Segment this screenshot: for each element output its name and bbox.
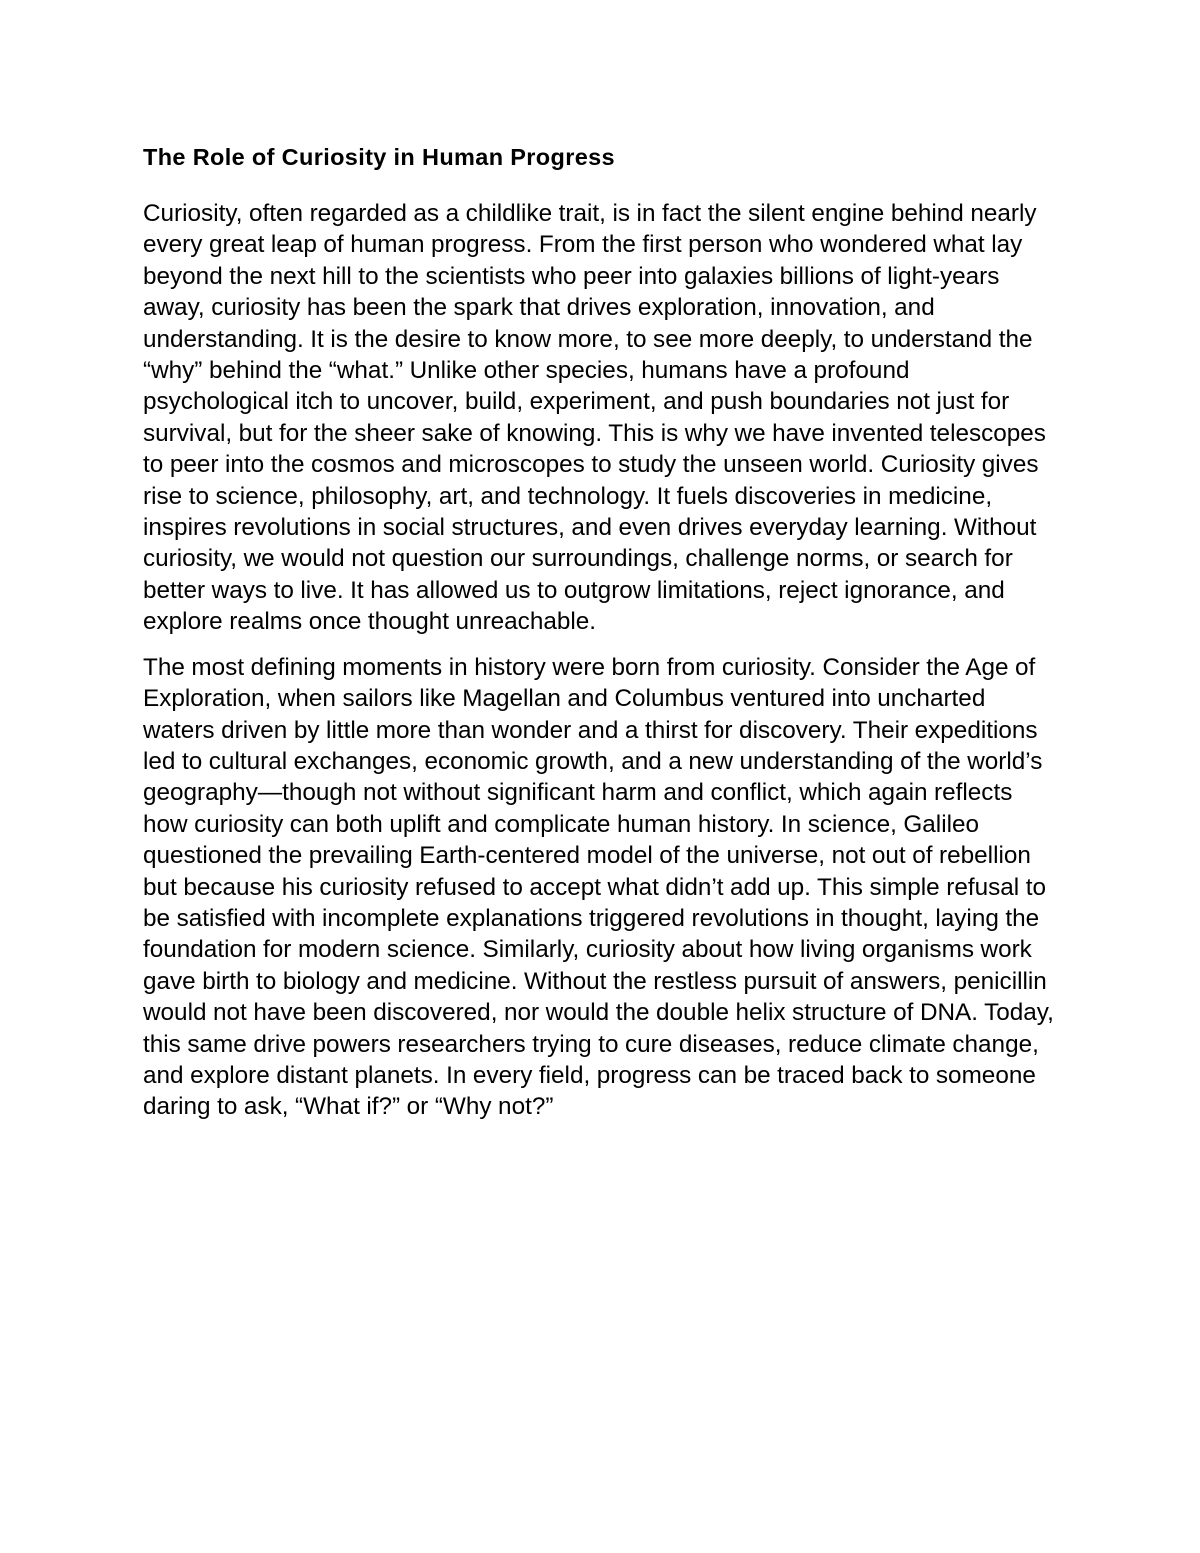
body-paragraph-2: The most defining moments in history were born from curiosity. Consider the Age of Exploration, when sailors like Magellan and Columbus ventured into uncharted waters driven by little more than wonder and a thirst for discovery. Their expeditions led to cultural exchanges, economic growth, and a new understanding of the world’s geography—though not without significant harm and conflict, which again reflects how curiosity can both uplift and complicate human history. In science, Galileo questioned the prevailing Earth-centered model of the universe, not out of rebellion but because his curiosity refused to accept what didn’t add up. This simple refusal to be satisfied with incomplete explanations triggered revolutions in thought, laying the foundation for modern science. Similarly, curiosity about how living organisms work gave birth to biology and medicine. Without the restless pursuit of answers, penicillin would not have been discovered, nor would the double helix structure of DNA. Today, this same drive powers researchers trying to cure diseases, reduce climate change, and explore distant planets. In every field, progress can be traced back to someone daring to ask, “What if?” or “Why not?”: [143, 653, 1054, 1121]
body-paragraph-1: Curiosity, often regarded as a childlike trait, is in fact the silent engine behind nearly every great leap of human progress. From the first person who wondered what lay beyond the next hill to the scientists who peer into galaxies billions of light-years away, curiosity has been the spark that drives exploration, innovation, and understanding. It is the desire to know more, to see more deeply, to understand the “why” behind the “what.” Unlike other species, humans have a profound psychological itch to uncover, build, experiment, and push boundaries not just for survival, but for the sheer sake of knowing. This is why we have invented telescopes to peer into the cosmos and microscopes to study the unseen world. Curiosity gives rise to science, philosophy, art, and technology. It fuels discoveries in medicine, inspires revolutions in social structures, and even drives everyday learning. Without curiosity, we would not question our surroundings, challenge norms, or search for better ways to live. It has allowed us to outgrow limitations, reject ignorance, and explore realms once thought unreachable.: [143, 200, 1046, 636]
document-content: [143, 142, 1057, 1123]
page-title: The Role of Curiosity in Human Progress: [143, 144, 615, 170]
